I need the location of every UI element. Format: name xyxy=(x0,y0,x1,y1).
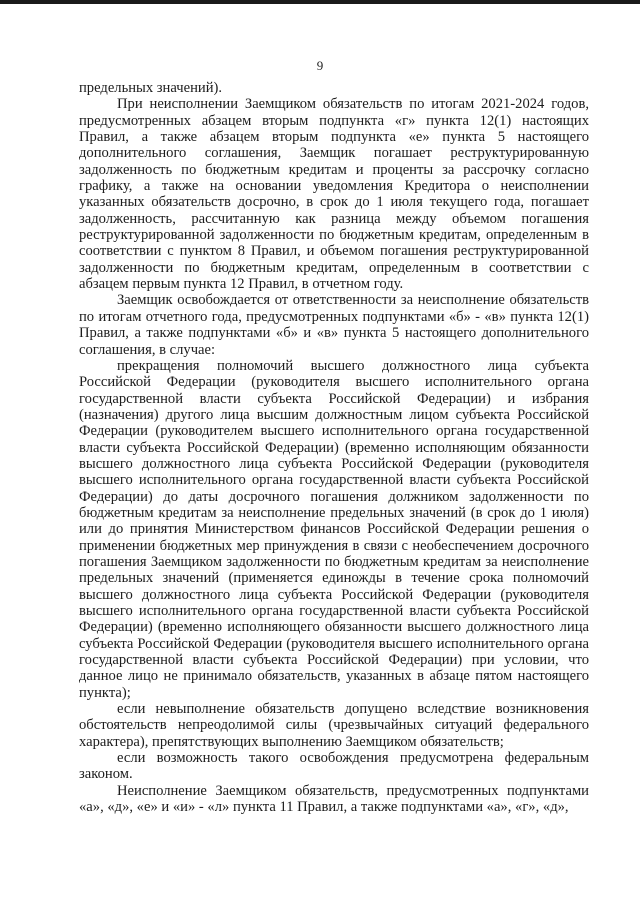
paragraph-liability-exemption: Заемщик освобождается от ответственности за неисполнение обязательств по итогам отчетного года, предусмотренных подпунктами «б» - «в» пункта 12(1) Правил, а также подпунктами «б» и «в» пункта 5 настоящего дополнительного соглашения, в случае: xyxy=(79,292,589,358)
paragraph-nonfulfillment-obligations: Неисполнение Заемщиком обязательств, предусмотренных подпунктами «а», «д», «е» и «и» - «л» пункта 11 Правил, а также подпунктами «а», «г», «д», xyxy=(79,782,589,816)
paragraph-exemption-case-termination: прекращения полномочий высшего должностного лица субъекта Российской Федерации (руководителя высшего исполнительного органа государственной власти субъекта Российской Федерации) и избрания (назначения) другого лица высшим должностным лицом субъекта Российской Федерации (руководителем высшего исполнительного органа государственной власти субъекта Российской Федерации) (временно исполняющим обязанности высшего должностного лица субъекта Российской Федерации (руководителя высшего исполнительного органа государственной власти субъекта Российской Федерации) до даты досрочного погашения должником задолженности по бюджетным кредитам за неисполнение предельных значений (в срок до 1 июля) или до принятия Министерством финансов Российской Федерации решения о применении бюджетных мер принуждения в связи с необеспечением досрочного погашения Заемщиком задолженности по бюджетным кредитам за неисполнение предельных значений (применяется единожды в течение срока полномочий высшего должностного лица субъекта Российской Федерации (руководителя высшего исполнительного органа государственной власти субъекта Российской Федерации) (временно исполняющего обязанности высшего должностного лица субъекта Российской Федерации (руководителя высшего исполнительного органа государственной власти субъекта Российской Федерации) при условии, что данное лицо не принимало обязательств, указанных в абзаце пятом настоящего пункта); xyxy=(79,357,589,701)
paragraph-continuation: предельных значений). xyxy=(79,80,223,96)
page-number: 9 xyxy=(316,58,324,73)
paragraph-exemption-case-federal-law: если возможность такого освобождения предусмотрена федеральным законом. xyxy=(79,750,589,783)
paragraph-nonfulfillment-2021-2024: При неисполнении Заемщиком обязательств по итогам 2021-2024 годов, предусмотренных абзацем вторым подпункта «г» пункта 12(1) настоящих Правил, а также абзацем вторым подпункта «е» пункта 5 настоящего дополнительного соглашения, Заемщик погашает реструктурированную задолженность по бюджетным кредитам и проценты за рассрочку согласно графику, а также на основании уведомления Кредитора о неисполнении указанных обязательств досрочно, в срок до 1 июля текущего года, погашает задолженность, рассчитанную как разница между объемом погашения реструктурированной задолженности по бюджетным кредитам, определенным в соответствии с пунктом 8 Правил, и объемом погашения реструктурированной задолженности по бюджетным кредитам, определенным в соответствии с абзацем первым пункта 12 Правил, в отчетном году. xyxy=(79,96,589,293)
paragraph-exemption-case-force-majeure: если невыполнение обязательств допущено вследствие возникновения обстоятельств непреодолимой силы (чрезвычайных ситуаций федерального характера), препятствующих выполнению Заемщиком обязательств; xyxy=(79,701,589,750)
document-body xyxy=(79,80,589,815)
top-scan-border xyxy=(0,0,640,4)
